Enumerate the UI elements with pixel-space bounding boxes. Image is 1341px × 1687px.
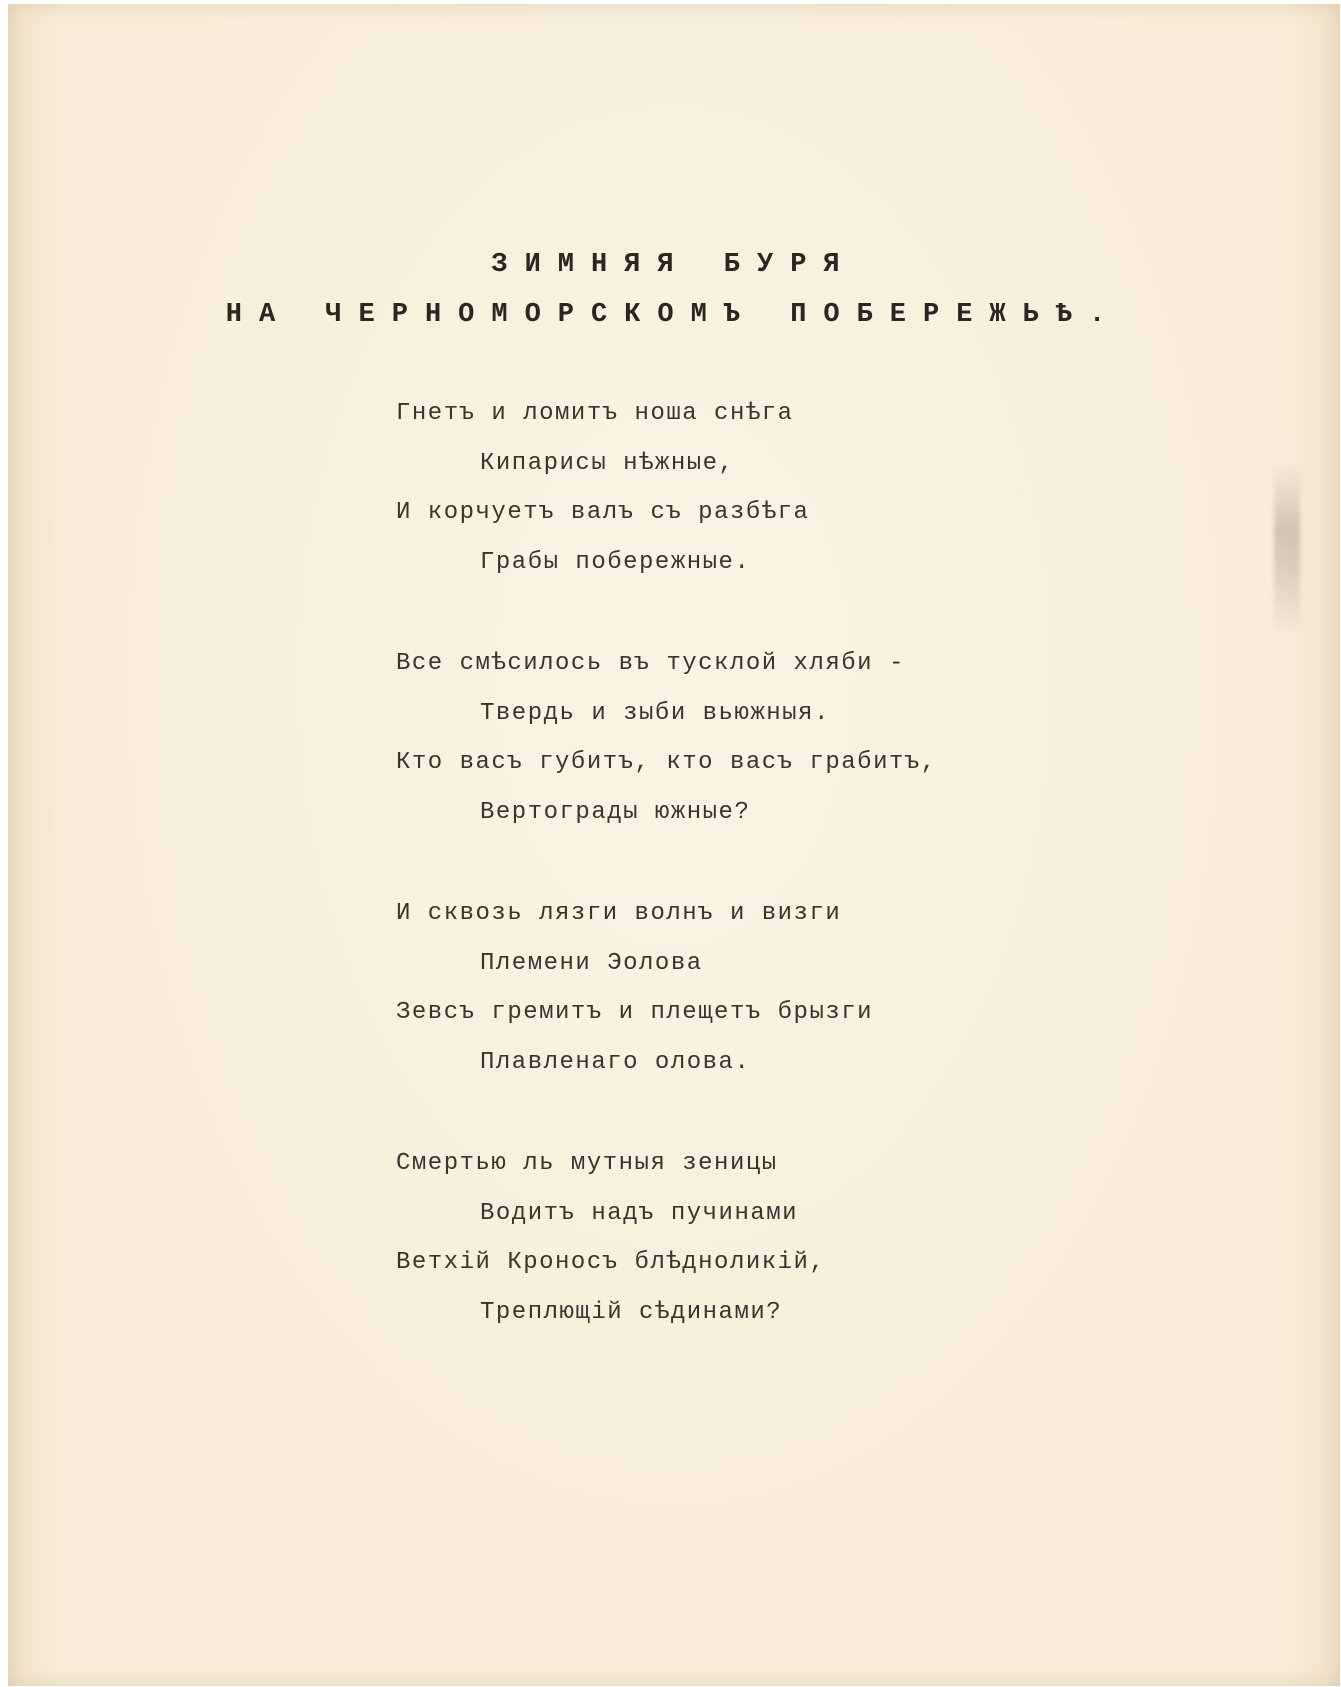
poem-line: И сквозь лязги волнъ и визги bbox=[396, 900, 842, 927]
poem-line: Грабы побережные. bbox=[480, 548, 751, 576]
poem-line: Кто васъ губитъ, кто васъ грабитъ, bbox=[396, 749, 937, 776]
poem-line: Водитъ надъ пучинами bbox=[480, 1199, 799, 1227]
poem-title-line-2: НА ЧЕРНОМОРСКОМЪ ПОБЕРЕЖЬѢ. bbox=[225, 300, 1123, 330]
poem-line: Плавленаго олова. bbox=[480, 1048, 751, 1076]
paper-stain bbox=[1274, 464, 1300, 634]
stanza-4 bbox=[396, 1149, 937, 1347]
poem-title-line-1: ЗИМНЯЯ БУРЯ bbox=[491, 250, 857, 280]
poem-line: Смертью ль мутныя зеницы bbox=[396, 1150, 778, 1177]
stanza-1 bbox=[396, 399, 937, 597]
poem-line: Племени Эолова bbox=[480, 949, 703, 977]
poem-line: Все смѣсилось въ тусклой хляби - bbox=[396, 650, 905, 677]
poem-line: Твердь и зыби вьюжныя. bbox=[480, 699, 830, 727]
poem-line: Кипарисы нѣжные, bbox=[480, 449, 735, 477]
poem-line: Гнетъ и ломитъ ноша снѣга bbox=[396, 400, 794, 427]
stanza-2 bbox=[396, 649, 937, 847]
poem-line: Зевсъ гремитъ и плещетъ брызги bbox=[396, 999, 874, 1026]
poem-body bbox=[396, 399, 937, 1399]
stanza-3 bbox=[396, 899, 937, 1097]
poem-line: Вертограды южные? bbox=[480, 798, 751, 826]
poem-line: Треплющій сѣдинами? bbox=[480, 1298, 783, 1326]
paper-sheet bbox=[8, 4, 1340, 1686]
poem-line: И корчуетъ валъ съ разбѣга bbox=[396, 499, 810, 526]
poem-line: Ветхій Кроносъ блѣдноликій, bbox=[396, 1249, 826, 1276]
